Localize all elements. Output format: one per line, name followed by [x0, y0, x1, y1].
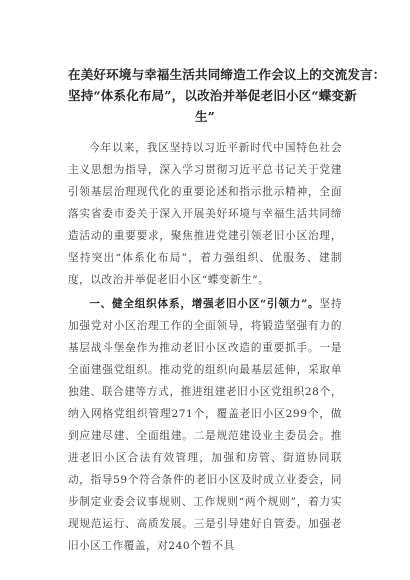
- intro-paragraph: 今年以来，我区坚持以习近平新时代中国特色社会主义思想为指导，深入学习贯彻习近平总书记关于党建引领基层治理现代化的重要论述和指示批示精神，全面落实省委市委关于深入开展美好环境与幸福生活共同缔造活动的重要要求，聚焦推进党建引领老旧小区治理，坚持突出“体系化布局”，着力强组织、优服务、建制度，以改治并举促老旧小区“蝶变新生”。: [68, 142, 342, 286]
- section-one-paragraph: [68, 293, 342, 557]
- document-body: [68, 137, 342, 557]
- title-line-2: 坚持“体系化布局”，以改治并举促老旧小区“蝶变新: [68, 88, 357, 103]
- title-line-3: 生”: [194, 109, 216, 124]
- title-line-1: 在美好环境与幸福生活共同缔造工作会议上的交流发言：: [68, 67, 386, 82]
- section-one-heading: 一、健全组织体系，增强老旧小区“引领力”。: [89, 298, 320, 310]
- document-title: [68, 64, 386, 127]
- section-one-body: 坚持加强党对小区治理工作的全面领导，将锻造坚强有力的基层战斗堡垒作为推动老旧小区改造的重要抓手。一是全面建强党组织。推动党的组织向最基层延伸，采取单独建、联合建等方式，推进组建老旧小区党组织28个，纳入网格党组织管理271个，覆盖老旧小区299个，做到应建尽建、全面组建。二是规范建设业主委员会。推进老旧小区合法有效管理，加强和房管、街道协同联动，指导59个符合条件的老旧小区及时成立业委会，同步制定业委会议事规则、工作规则“两个规则”，着力实现规范运行、高质发展。三是引导建好自管委。加强老旧小区工作覆盖，对240个暂不具: [68, 298, 342, 552]
